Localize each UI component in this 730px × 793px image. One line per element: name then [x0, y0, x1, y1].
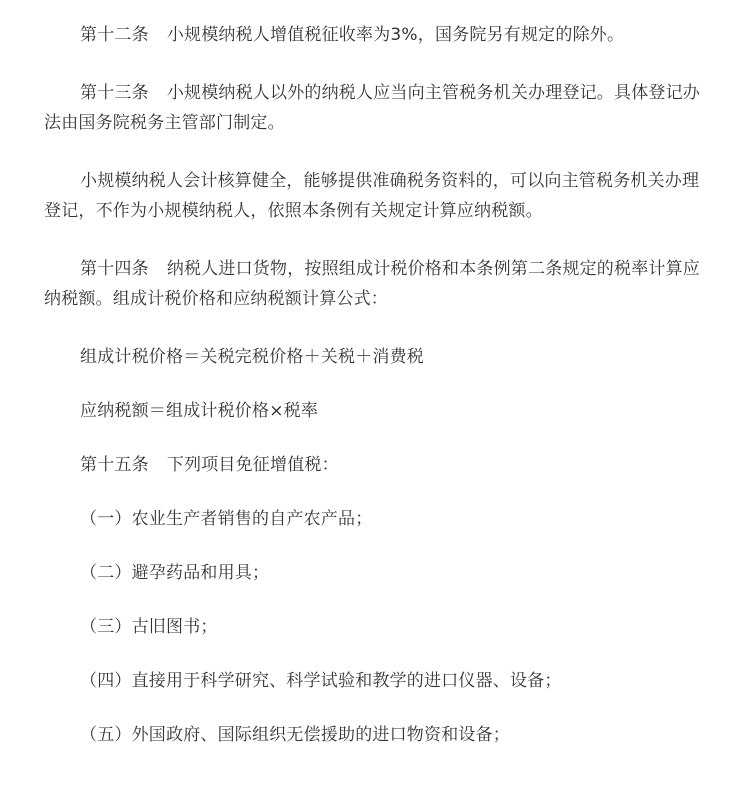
- article-13-continuation-paragraph: [44, 166, 702, 226]
- paragraph-text: 下列项目免征增值税：: [166, 455, 339, 475]
- paragraph-text: （二）避孕药品和用具；: [80, 563, 270, 583]
- paragraph-text: （四）直接用于科学研究、科学试验和教学的进口仪器、设备；: [80, 671, 562, 691]
- paragraph-text: （五）外国政府、国际组织无偿援助的进口物资和设备；: [80, 725, 510, 745]
- article-number: 第十二条: [80, 25, 149, 45]
- paragraph-text: 组成计税价格＝关税完税价格＋关税＋消费税: [80, 347, 424, 367]
- article-number: 第十三条: [80, 83, 149, 103]
- article-number: 第十四条: [80, 259, 149, 279]
- paragraph-text: 小规模纳税人以外的纳税人应当向主管税务机关办理登记。具体登记办法由国务院税务主管部门制定。: [44, 83, 701, 133]
- exemption-item-1: [44, 504, 702, 534]
- paragraph-text: （三）古旧图书；: [80, 617, 218, 637]
- article-12-paragraph: [44, 20, 702, 50]
- paragraph-text: 纳税人进口货物，按照组成计税价格和本条例第二条规定的税率计算应纳税额。组成计税价格和应纳税额计算公式：: [44, 259, 701, 309]
- exemption-item-2: [44, 558, 702, 588]
- article-15-paragraph: [44, 450, 702, 480]
- article-14-paragraph: [44, 254, 702, 314]
- paragraph-text: 小规模纳税人增值税征收率为3%，国务院另有规定的除外。: [166, 25, 625, 45]
- article-number: 第十五条: [80, 455, 149, 475]
- exemption-item-5: [44, 720, 702, 750]
- document-body: [44, 20, 702, 774]
- paragraph-text: （一）农业生产者销售的自产农产品；: [80, 509, 373, 529]
- formula-tax-payable: [44, 396, 702, 426]
- paragraph-text: 小规模纳税人会计核算健全，能够提供准确税务资料的，可以向主管税务机关办理登记，不作为小规模纳税人，依照本条例有关规定计算应纳税额。: [44, 171, 700, 221]
- paragraph-text: 应纳税额＝组成计税价格×税率: [80, 401, 319, 421]
- exemption-item-4: [44, 666, 702, 696]
- formula-composite-price: [44, 342, 702, 372]
- article-13-paragraph: [44, 78, 702, 138]
- exemption-item-3: [44, 612, 702, 642]
